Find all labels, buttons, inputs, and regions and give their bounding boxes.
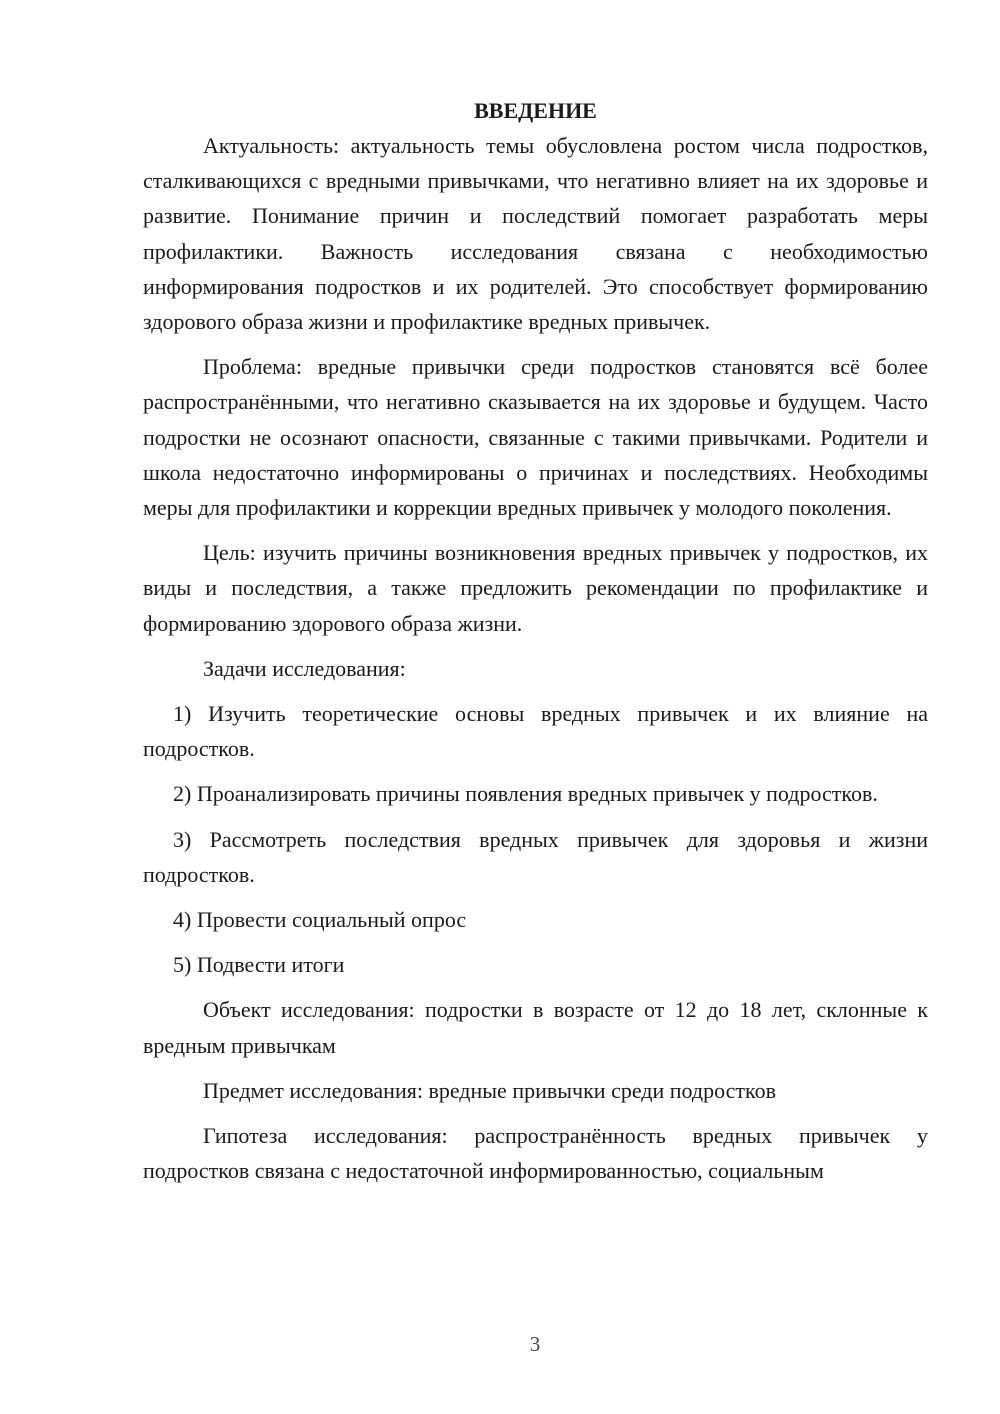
task-item-5: 5) Подвести итоги xyxy=(173,952,345,978)
task-item-1: 1) Изучить теоретические основы вредных привычек и их влияние на подростков. xyxy=(143,701,928,762)
paragraph-object: Объект исследования: подростки в возрасте от 12 до 18 лет, склонные к вредным привычкам xyxy=(143,997,928,1058)
document-page xyxy=(143,96,928,1188)
paragraph-subject: Предмет исследования: вредные привычки среди подростков xyxy=(203,1077,776,1103)
page-title: ВВЕДЕНИЕ xyxy=(474,98,597,123)
task-item-3: 3) Рассмотреть последствия вредных привычек для здоровья и жизни подростков. xyxy=(143,826,928,887)
page-number: 3 xyxy=(529,1332,541,1356)
task-item-4: 4) Провести социальный опрос xyxy=(173,907,467,933)
paragraph-hypothesis: Гипотеза исследования: распространённость вредных привычек у подростков связана с недостаточной информированностью, социальным xyxy=(143,1123,928,1184)
paragraph-goal: Цель: изучить причины возникновения вредных привычек у подростков, их виды и последствия, а также предложить рекомендации по профилактике и формированию здорового образа жизни. xyxy=(143,540,928,636)
tasks-heading: Задачи исследования: xyxy=(203,655,406,681)
paragraph-actuality: Актуальность: актуальность темы обусловлена ростом числа подростков, сталкивающихся с вредными привычками, что негативно влияет на их здоровье и развитие. Понимание причин и последствий помогает разработать меры профилактики. Важность исследования связана с необходимостью информирования подростков и их родителей. Это способствует формированию здорового образа жизни и профилактике вредных привычек. xyxy=(143,133,928,335)
paragraph-problem: Проблема: вредные привычки среди подростков становятся всё более распространёнными, что негативно сказывается на их здоровье и будущем. Часто подростки не осознают опасности, связанные с такими привычками. Родители и школа недостаточно информированы о причинах и последствиях. Необходимы меры для профилактики и коррекции вредных привычек у молодого поколения. xyxy=(143,354,928,521)
task-item-2: 2) Проанализировать причины появления вредных привычек у подростков. xyxy=(173,781,878,807)
